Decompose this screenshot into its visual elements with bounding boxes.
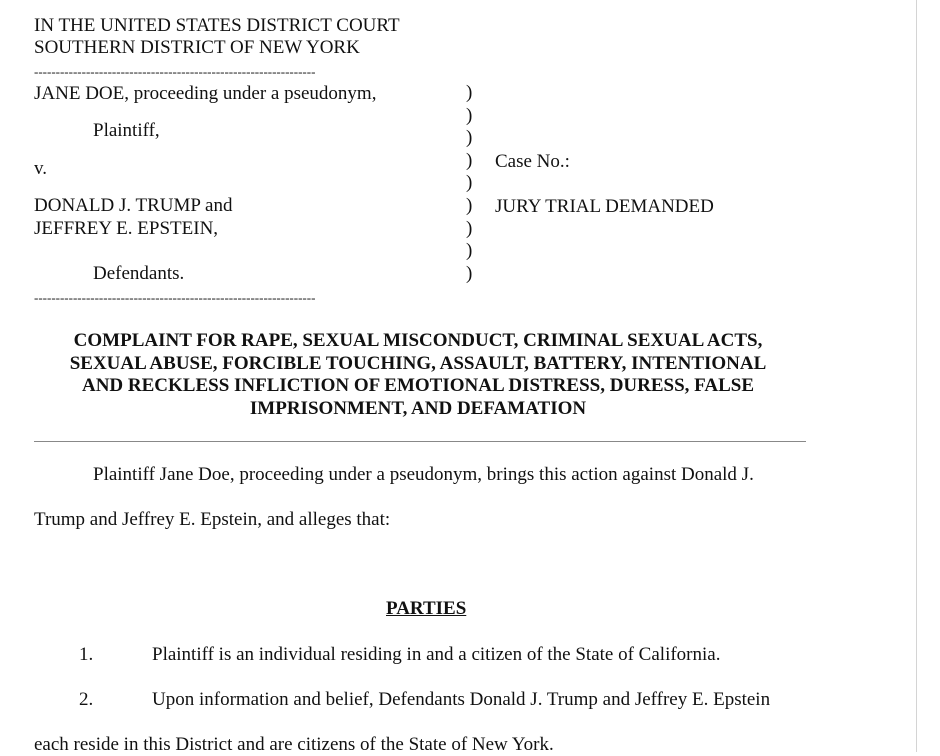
paren: )	[466, 240, 473, 262]
defendant-name-2: JEFFREY E. EPSTEIN,	[34, 218, 219, 239]
title-line: IMPRISONMENT, AND DEFAMATION	[249, 397, 587, 419]
court-name: IN THE UNITED STATES DISTRICT COURT	[34, 15, 400, 36]
paragraph-text-2-continued: each reside in this District and are citizens of the State of New York.	[34, 734, 554, 755]
intro-line-2: Trump and Jeffrey E. Epstein, and alleges that:	[34, 509, 391, 530]
title-rule	[34, 441, 806, 442]
case-number-label: Case No.:	[495, 151, 570, 172]
intro-line-1: Plaintiff Jane Doe, proceeding under a pseudonym, brings this action against Donald J.	[93, 464, 754, 485]
complaint-title	[30, 330, 806, 420]
defendant-name-1: DONALD J. TRUMP and	[34, 195, 233, 216]
paren: )	[466, 194, 473, 216]
versus: v.	[34, 158, 48, 179]
defendant-role: Defendants.	[93, 263, 185, 284]
section-heading-parties: PARTIES	[386, 598, 467, 619]
paren: )	[466, 217, 473, 239]
caption-divider-bottom: -----------------------------------------------------------------	[34, 290, 316, 305]
caption-parentheses	[466, 82, 478, 285]
title-line: AND RECKLESS INFLICTION OF EMOTIONAL DISTRESS, DURESS, FALSE	[81, 375, 755, 396]
paragraph-text-2: Upon information and belief, Defendants Donald J. Trump and Jeffrey E. Epstein	[152, 689, 771, 710]
jury-demand: JURY TRIAL DEMANDED	[495, 196, 714, 217]
caption-divider-top: -----------------------------------------------------------------	[34, 64, 316, 79]
plaintiff-name: JANE DOE, proceeding under a pseudonym,	[34, 83, 377, 104]
paragraph-text-1: Plaintiff is an individual residing in and a citizen of the State of California.	[152, 644, 721, 665]
title-line: SEXUAL ABUSE, FORCIBLE TOUCHING, ASSAULT, BATTERY, INTENTIONAL	[69, 352, 767, 374]
court-district: SOUTHERN DISTRICT OF NEW YORK	[34, 37, 360, 58]
title-line: COMPLAINT FOR RAPE, SEXUAL MISCONDUCT, CRIMINAL SEXUAL ACTS,	[73, 330, 763, 351]
page-edge	[916, 0, 917, 752]
paren: )	[466, 82, 473, 103]
paren: )	[466, 172, 473, 194]
paren: )	[466, 262, 473, 284]
paren: )	[466, 104, 473, 126]
paragraph-number-2: 2.	[79, 689, 94, 710]
paren: )	[466, 127, 473, 149]
paragraph-number-1: 1.	[79, 644, 94, 665]
paren: )	[466, 149, 473, 171]
plaintiff-role: Plaintiff,	[93, 120, 160, 141]
